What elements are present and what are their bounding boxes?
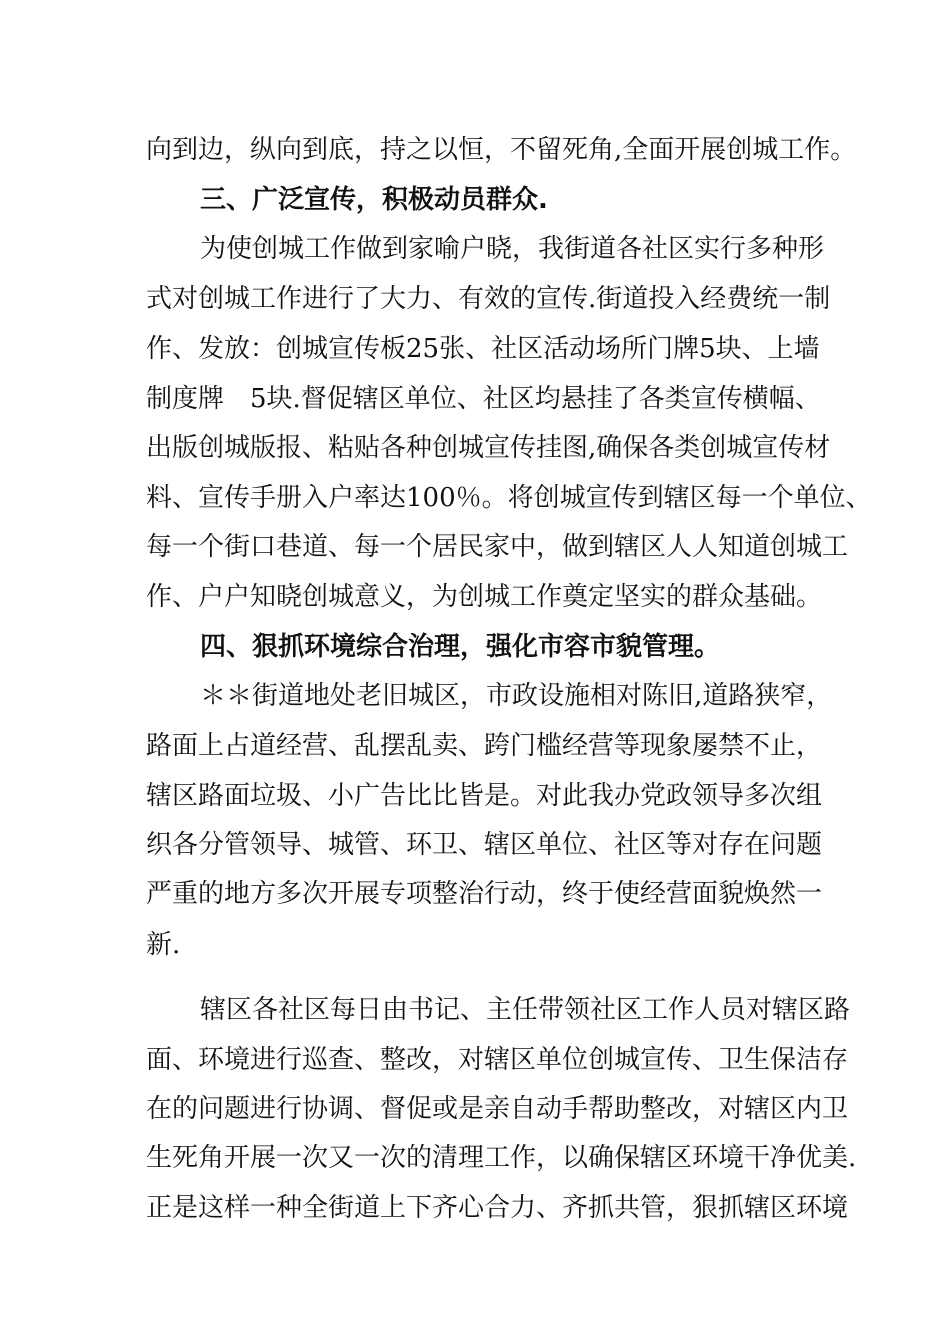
text-line-20: 在的问题进行协调、督促或是亲自动手帮助整改，对辖区内卫 (146, 1094, 849, 1124)
text-line-6: 制度牌 5块.督促辖区单位、社区均悬挂了各类宣传横幅、 (146, 384, 821, 414)
text-line-21: 生死角开展一次又一次的清理工作，以确保辖区环境干净优美. (146, 1143, 857, 1173)
text-line-14: 辖区路面垃圾、小广告比比皆是。对此我办党政领导多次组 (146, 781, 823, 811)
text-line-22: 正是这样一种全街道上下齐心合力、齐抓共管，狠抓辖区环境 (146, 1193, 849, 1223)
text-line-10: 作、户户知晓创城意义，为创城工作奠定坚实的群众基础。 (146, 582, 823, 612)
text-line-5: 作、发放：创城宣传板25张、社区活动场所门牌5块、上墙 (146, 334, 820, 364)
text-line-9: 每一个街口巷道、每一个居民家中，做到辖区人人知道创城工 (146, 532, 849, 562)
text-line-17: 新. (146, 930, 181, 960)
text-line-16: 严重的地方多次开展专项整治行动，终于使经营面貌焕然一 (146, 879, 823, 909)
text-line-1: 向到边，纵向到底，持之以恒，不留死角,全面开展创城工作。 (146, 135, 857, 165)
text-line-12: ＊＊街道地处老旧城区，市政设施相对陈旧,道路狭窄， (200, 681, 833, 711)
section-heading-3: 三、广泛宣传，积极动员群众. (200, 185, 548, 215)
text-line-18: 辖区各社区每日由书记、主任带领社区工作人员对辖区路 (200, 995, 851, 1025)
text-line-15: 织各分管领导、城管、环卫、辖区单位、社区等对存在问题 (146, 830, 823, 860)
text-line-3: 为使创城工作做到家喻户晓，我街道各社区实行多种形 (200, 234, 825, 264)
text-line-19: 面、环境进行巡查、整改，对辖区单位创城宣传、卫生保洁存 (146, 1045, 849, 1075)
text-line-8: 料、宣传手册入户率达100％。将创城宣传到辖区每一个单位、 (146, 483, 872, 513)
text-line-4: 式对创城工作进行了大力、有效的宣传.街道投入经费统一制 (146, 284, 831, 314)
section-heading-4: 四、狠抓环境综合治理，强化市容市貌管理。 (200, 632, 721, 662)
text-line-7: 出版创城版报、粘贴各种创城宣传挂图,确保各类创城宣传材 (146, 433, 831, 463)
text-line-13: 路面上占道经营、乱摆乱卖、跨门槛经营等现象屡禁不止， (146, 731, 823, 761)
